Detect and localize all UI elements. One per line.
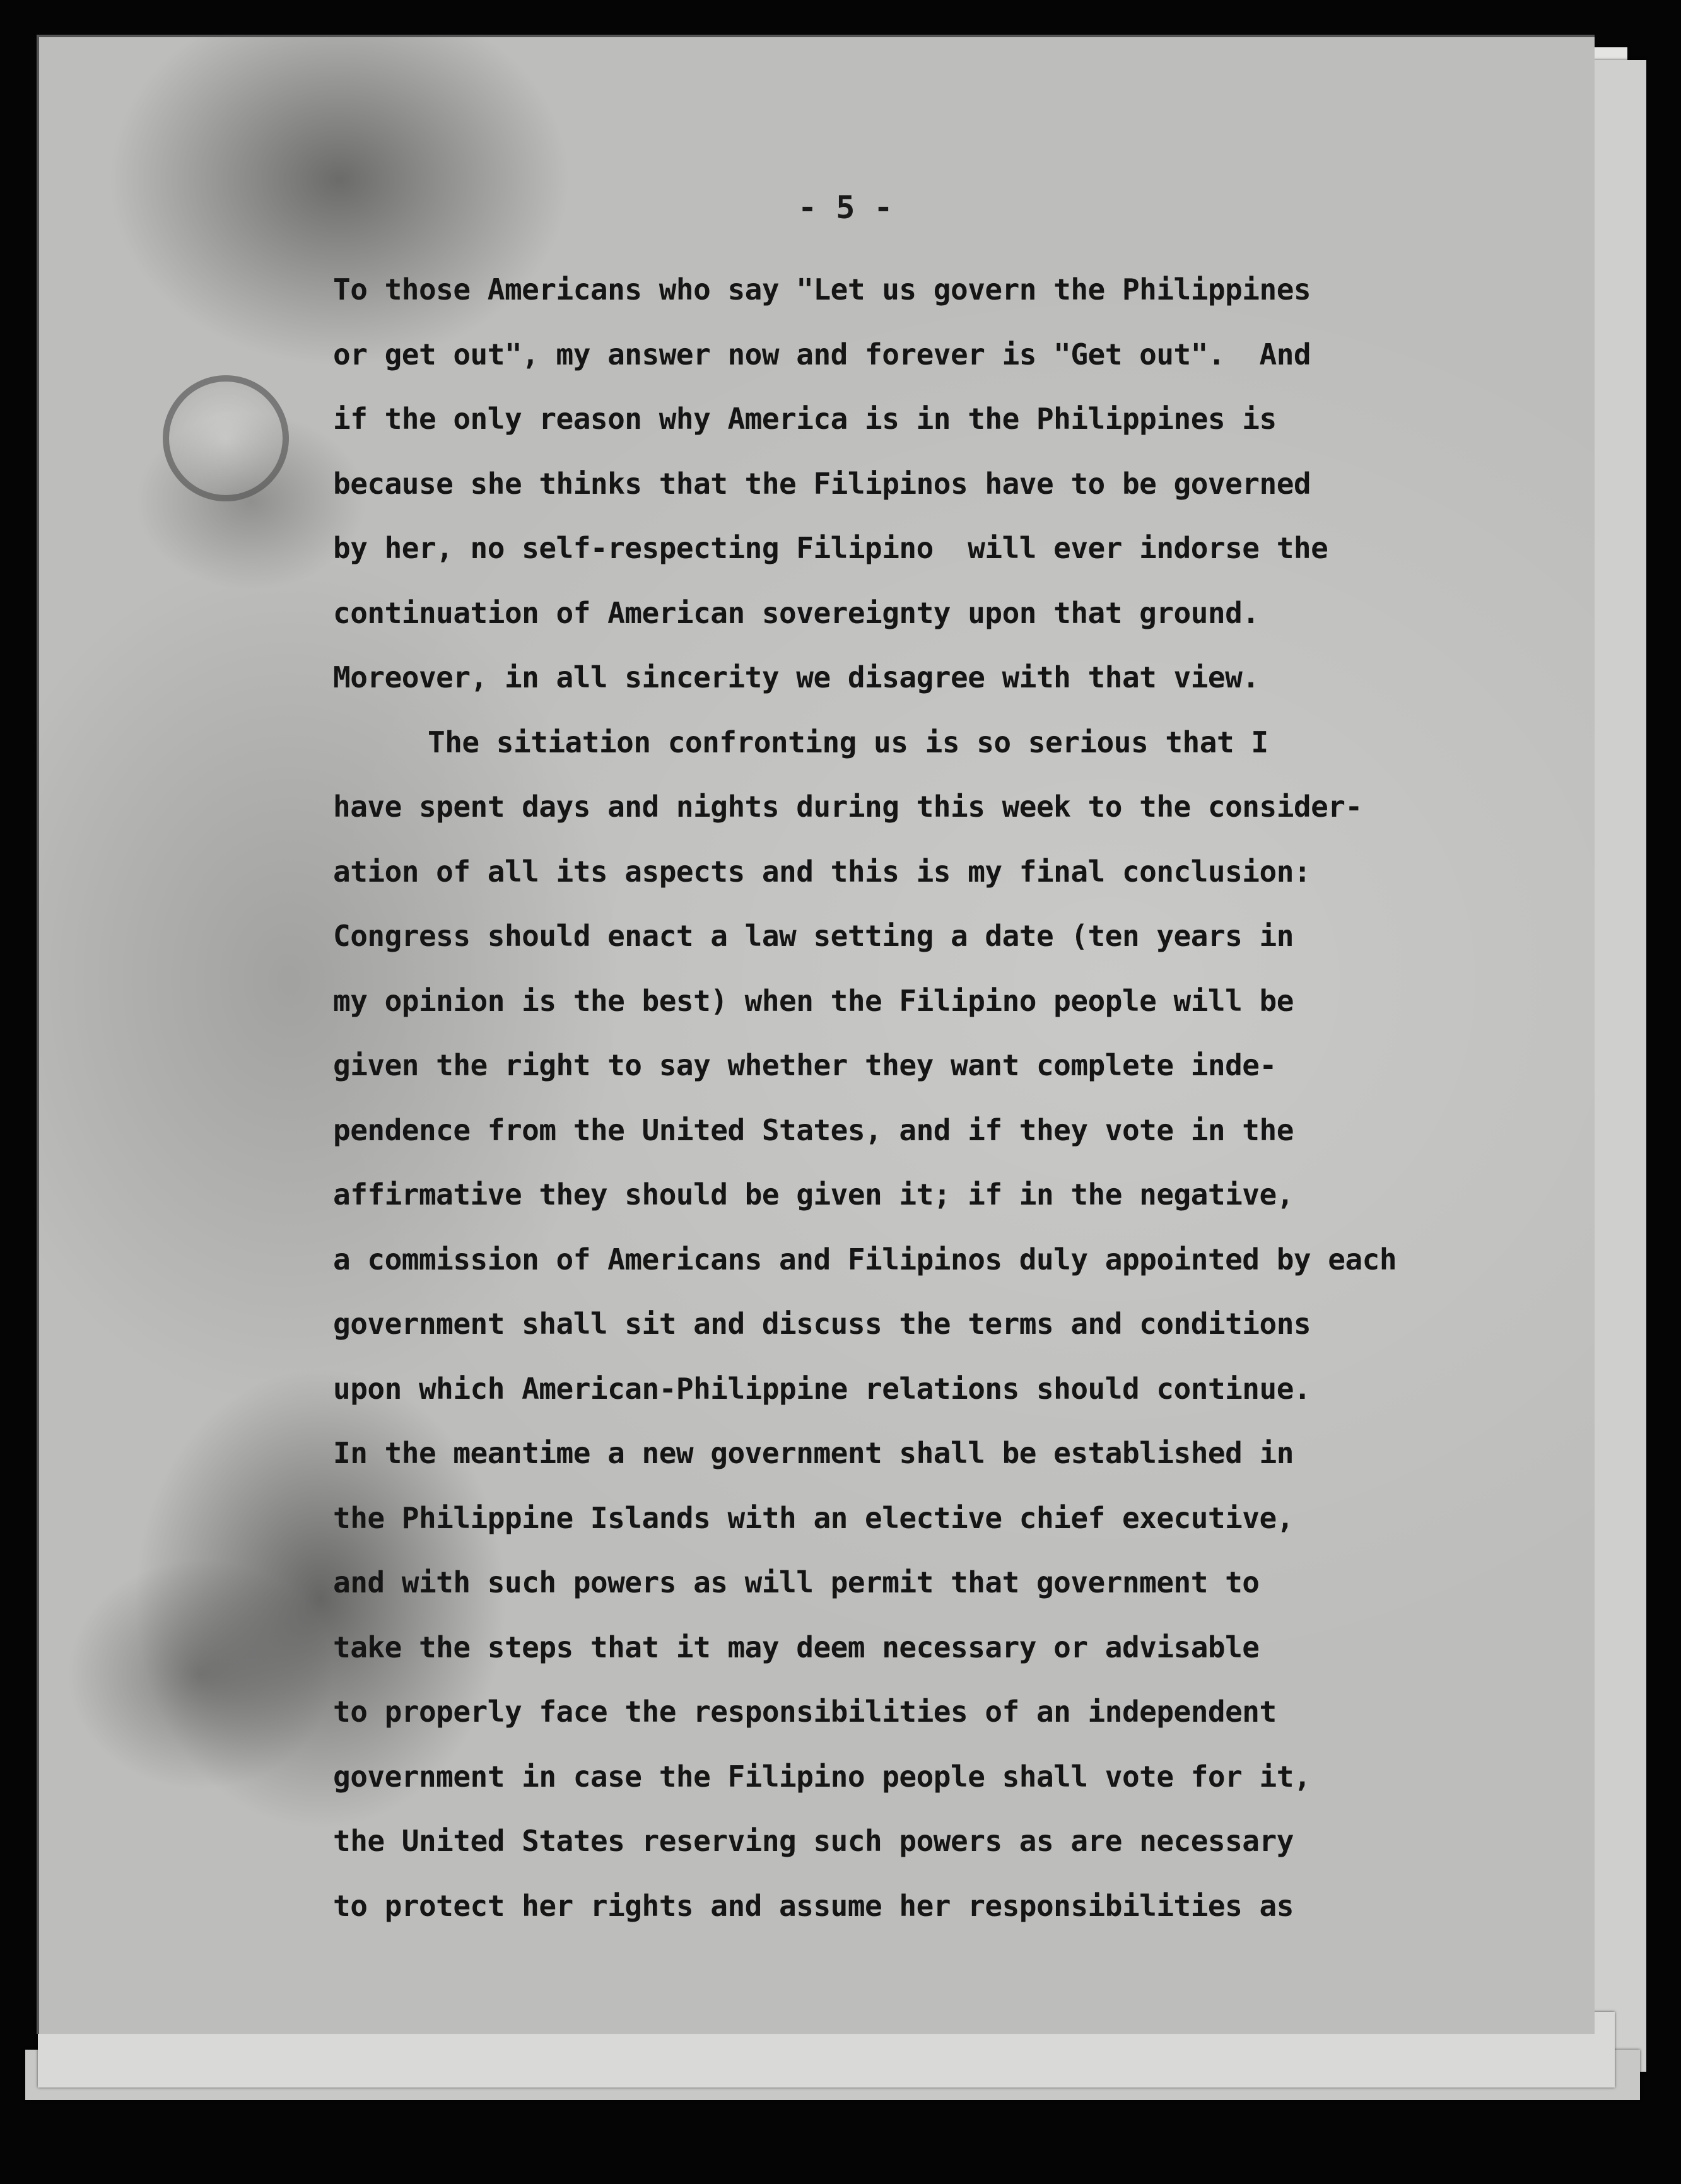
text-line: if the only reason why America is in the Philippines is	[333, 402, 1277, 436]
text-line: government in case the Filipino people shall vote for it,	[333, 1759, 1311, 1794]
text-line: by her, no self-respecting Filipino will ever indorse the	[333, 531, 1328, 565]
page-edge	[37, 35, 39, 2034]
text-line: the Philippine Islands with an elective chief executive,	[333, 1500, 1294, 1535]
stain-mark	[163, 375, 289, 501]
text-line: upon which American-Philippine relations should continue.	[333, 1371, 1311, 1406]
text-line: or get out", my answer now and forever is "Get out". And	[333, 337, 1311, 371]
text-line: ation of all its aspects and this is my final conclusion:	[333, 854, 1311, 889]
text-line: given the right to say whether they want complete inde-	[333, 1048, 1277, 1082]
text-line: a commission of Americans and Filipinos duly appointed by each	[333, 1242, 1397, 1276]
text-line: affirmative they should be given it; if in the negative,	[333, 1177, 1294, 1212]
page-number: - 5 -	[798, 189, 893, 226]
text-line: continuation of American sovereignty upon that ground.	[333, 595, 1260, 630]
text-line: Moreover, in all sincerity we disagree with that view.	[333, 660, 1260, 694]
text-line: and with such powers as will permit that government to	[333, 1565, 1260, 1599]
text-line: to properly face the responsibilities of an independent	[333, 1695, 1277, 1729]
text-line: take the steps that it may deem necessary or advisable	[333, 1630, 1260, 1664]
text-line: To those Americans who say "Let us govern the Philippines	[333, 272, 1311, 307]
text-line: the United States reserving such powers as are necessary	[333, 1824, 1294, 1858]
text-line: The sitiation confronting us is so serious that I	[428, 725, 1268, 759]
text-line: because she thinks that the Filipinos have to be governed	[333, 466, 1311, 501]
text-line: government shall sit and discuss the terms and conditions	[333, 1307, 1311, 1341]
text-line: In the meantime a new government shall be established in	[333, 1436, 1294, 1470]
text-line: have spent days and nights during this week to the consider-	[333, 790, 1362, 824]
page-edge	[37, 35, 1595, 37]
text-line: Congress should enact a law setting a date (ten years in	[333, 919, 1294, 953]
body-text	[333, 257, 1582, 1938]
text-line: my opinion is the best) when the Filipino people will be	[333, 983, 1294, 1018]
text-line: to protect her rights and assume her responsibilities as	[333, 1888, 1294, 1923]
text-line: pendence from the United States, and if they vote in the	[333, 1112, 1294, 1147]
